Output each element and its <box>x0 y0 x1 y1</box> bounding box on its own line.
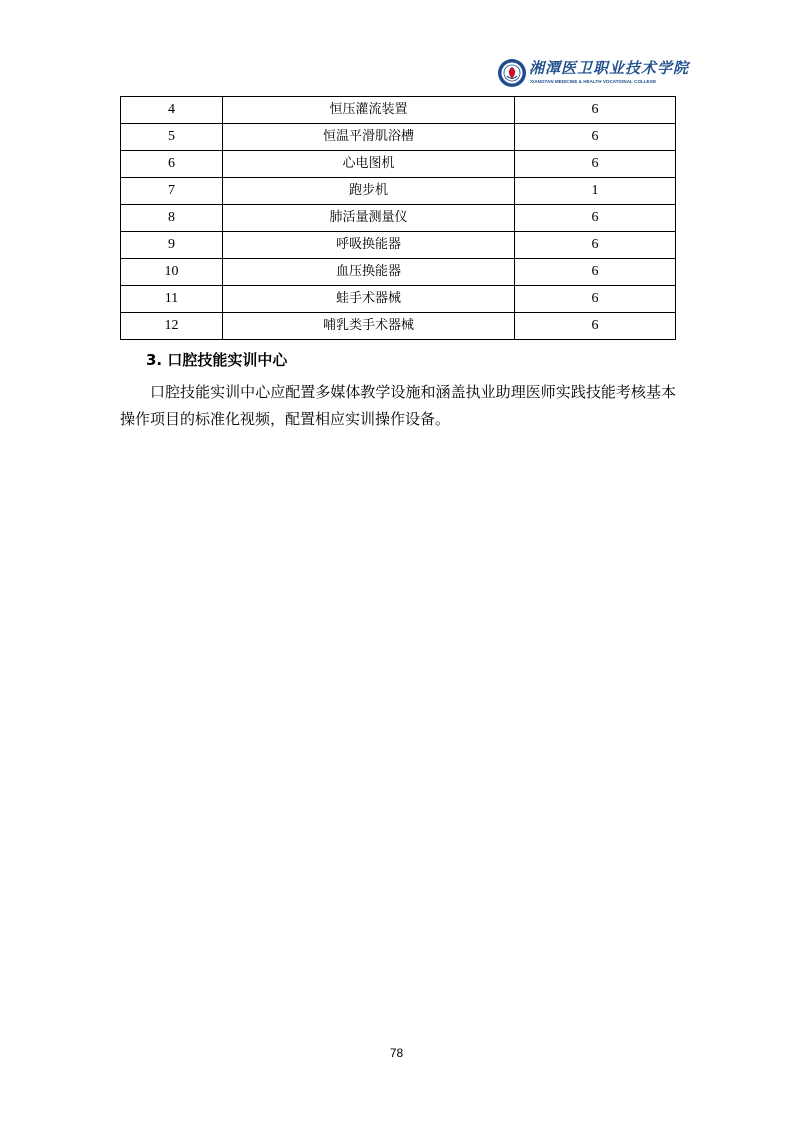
section-title: 3. 口腔技能实训中心 <box>146 351 288 369</box>
equipment-quantity: 6 <box>515 232 676 259</box>
table-row <box>121 259 676 286</box>
equipment-quantity: 1 <box>515 178 676 205</box>
college-name-en: XIANGTAN MEDICINE & HEALTH VOCATIONAL COLLEGE <box>530 79 657 84</box>
table-row <box>121 97 676 124</box>
table-row <box>121 151 676 178</box>
table-row <box>121 313 676 340</box>
table-row <box>121 205 676 232</box>
row-number: 7 <box>121 178 223 205</box>
equipment-quantity: 6 <box>515 259 676 286</box>
equipment-name: 哺乳类手术器械 <box>223 313 515 340</box>
row-number: 4 <box>121 97 223 124</box>
college-name-cn: 湘潭医卫职业技术学院 <box>529 59 690 77</box>
equipment-name: 心电图机 <box>223 151 515 178</box>
equipment-quantity: 6 <box>515 286 676 313</box>
row-number: 10 <box>121 259 223 286</box>
equipment-quantity: 6 <box>515 151 676 178</box>
equipment-quantity: 6 <box>515 97 676 124</box>
equipment-name: 呼吸换能器 <box>223 232 515 259</box>
row-number: 9 <box>121 232 223 259</box>
row-number: 5 <box>121 124 223 151</box>
table-row <box>121 124 676 151</box>
college-seal-icon <box>497 58 527 88</box>
equipment-name: 肺活量测量仪 <box>223 205 515 232</box>
table-row <box>121 232 676 259</box>
row-number: 8 <box>121 205 223 232</box>
table-row <box>121 178 676 205</box>
equipment-quantity: 6 <box>515 313 676 340</box>
equipment-name: 恒温平滑肌浴槽 <box>223 124 515 151</box>
table-row <box>121 286 676 313</box>
equipment-name: 跑步机 <box>223 178 515 205</box>
page-header <box>497 58 690 90</box>
row-number: 6 <box>121 151 223 178</box>
row-number: 11 <box>121 286 223 313</box>
equipment-name: 恒压灌流装置 <box>223 97 515 124</box>
equipment-name: 血压换能器 <box>223 259 515 286</box>
page-number: 78 <box>389 1046 404 1060</box>
row-number: 12 <box>121 313 223 340</box>
equipment-quantity: 6 <box>515 124 676 151</box>
section-body: 口腔技能实训中心应配置多媒体教学设施和涵盖执业助理医师实践技能考核基本操作项目的标准化视频，配置相应实训操作设备。 <box>120 383 676 428</box>
equipment-table <box>120 96 676 340</box>
equipment-quantity: 6 <box>515 205 676 232</box>
equipment-name: 蛙手术器械 <box>223 286 515 313</box>
